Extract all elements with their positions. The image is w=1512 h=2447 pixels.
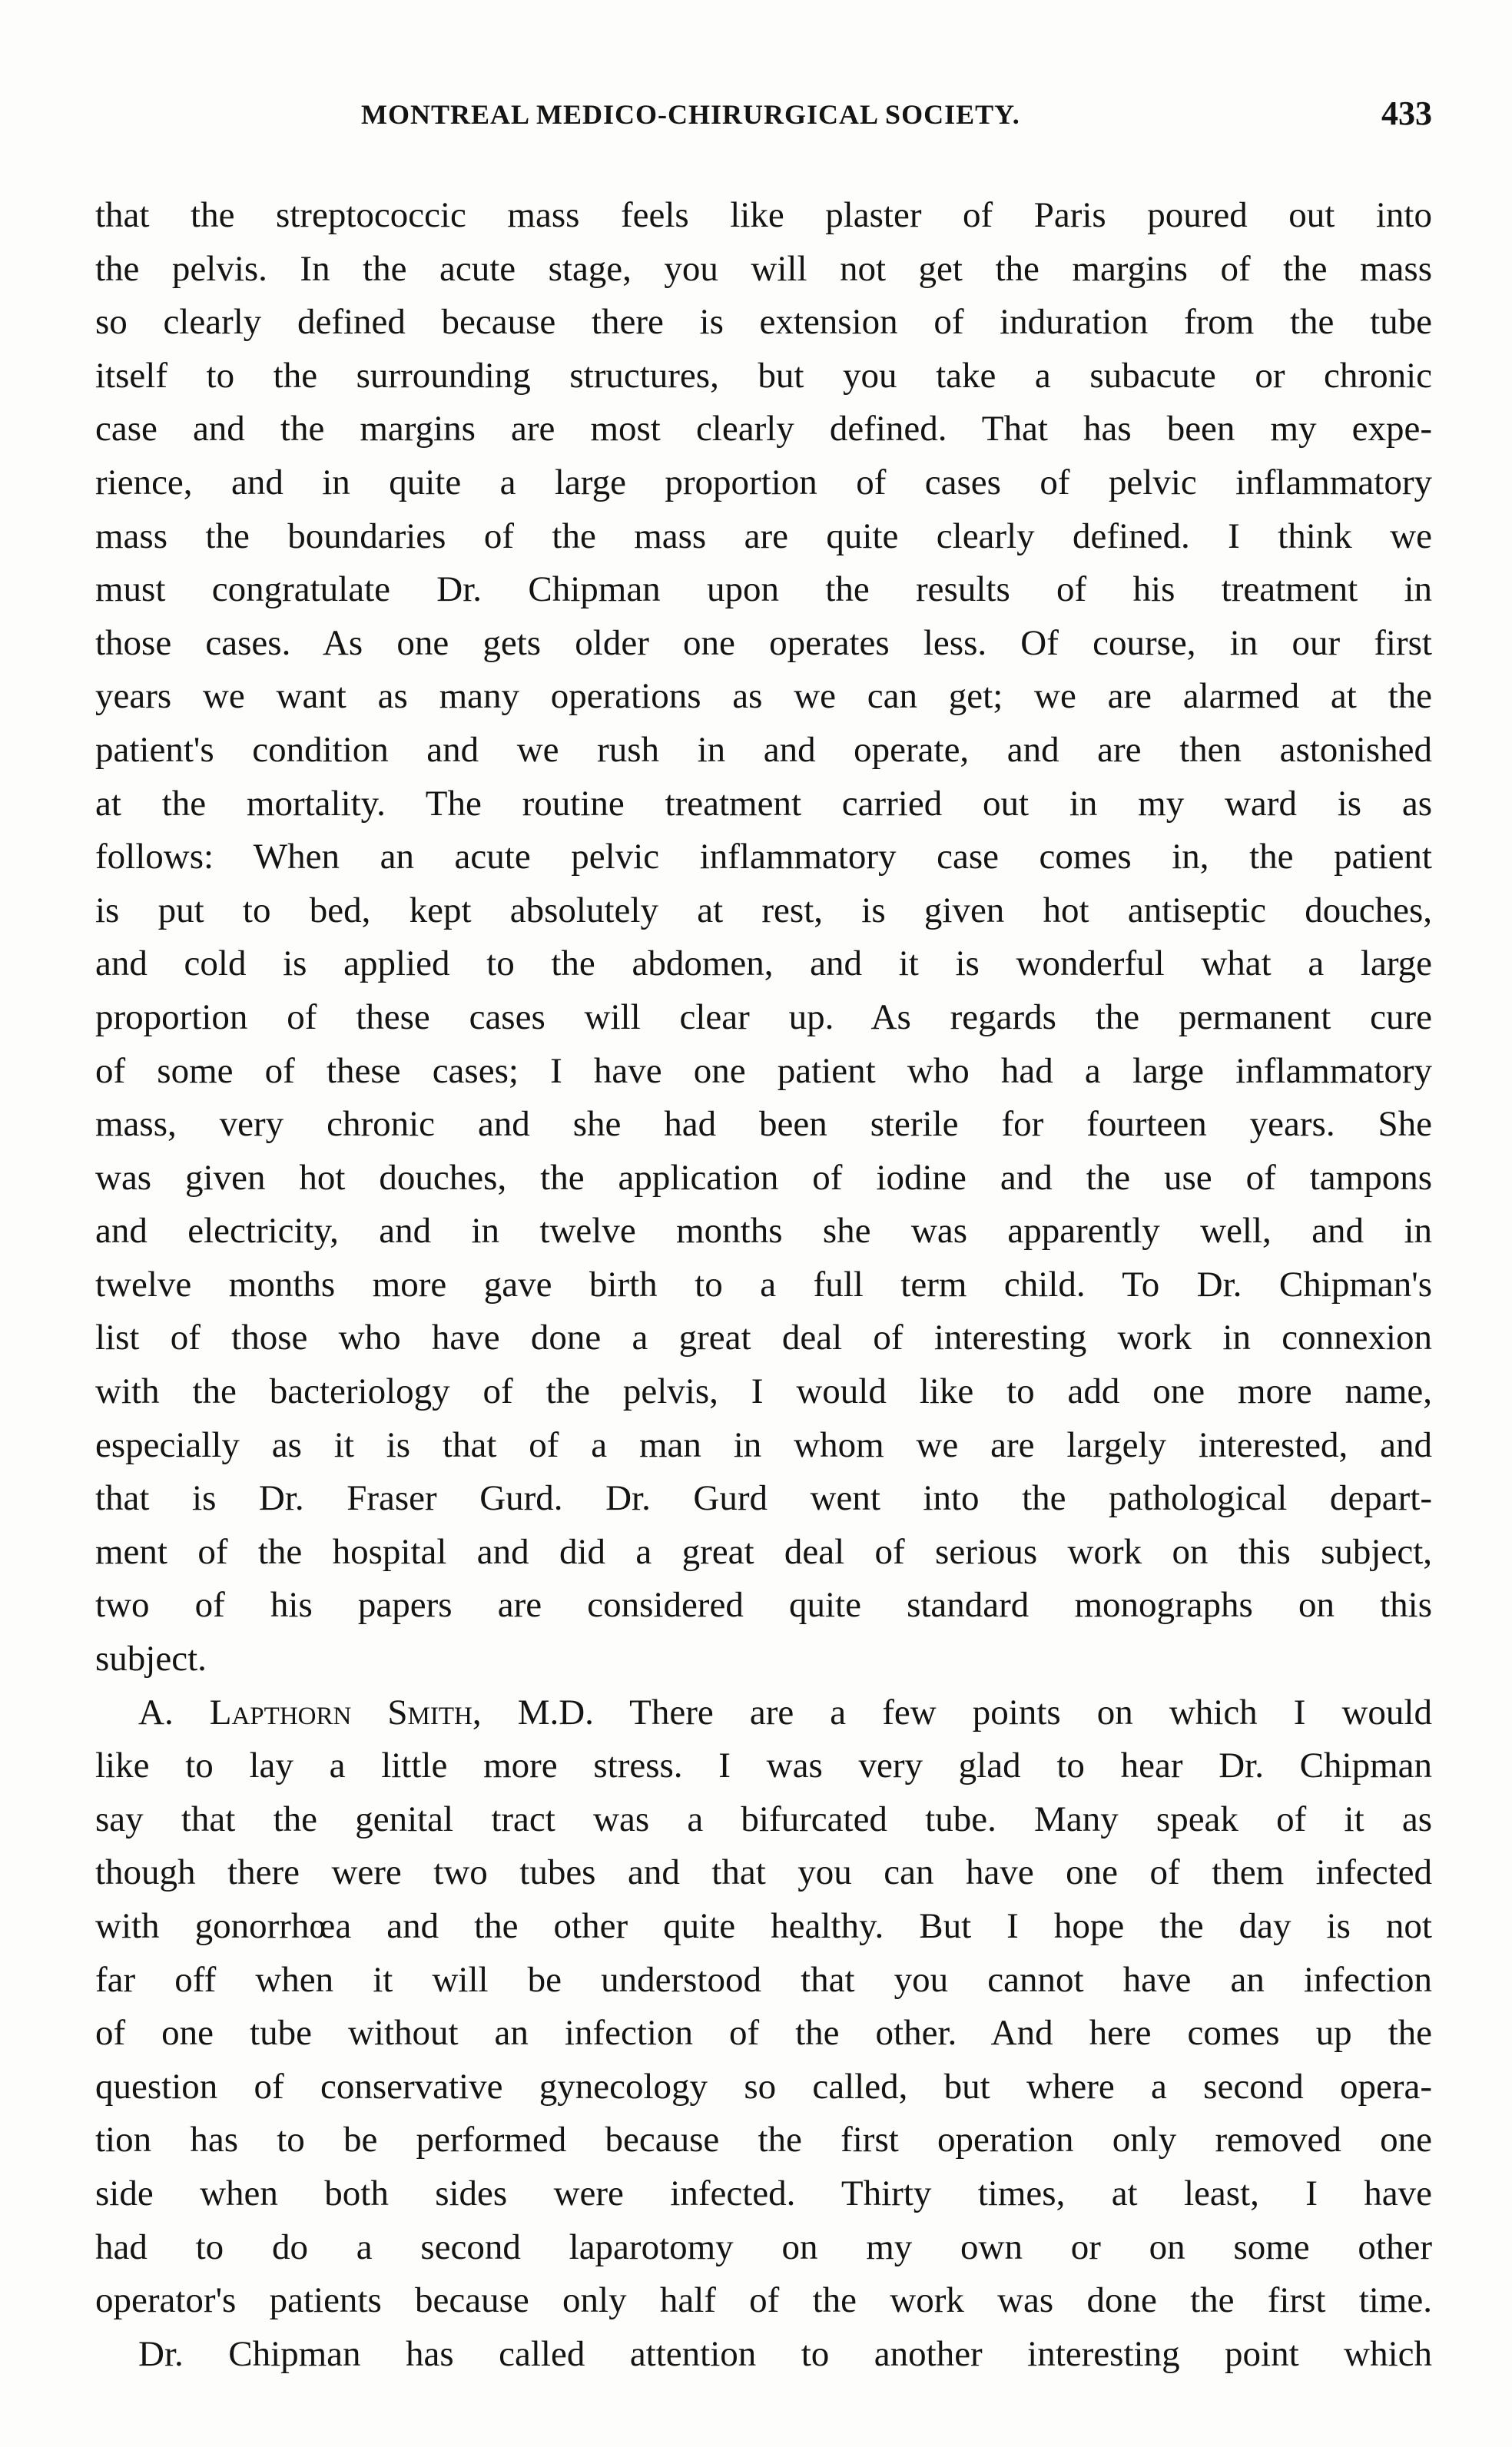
text-line: Dr. Chipman has called attention to another interesting point which [138, 2333, 1432, 2374]
text-line: had to do a second laparotomy on my own or on some other [95, 2227, 1432, 2267]
text-line: so clearly defined because there is extension of induration from the tube [95, 302, 1432, 343]
text-line: of some of these cases; I have one patient who had a large inflammatory [95, 1050, 1432, 1091]
text-line: those cases. As one gets older one operates less. Of course, in our first [95, 622, 1432, 663]
text-line: and electricity, and in twelve months she was apparently well, and in [95, 1211, 1432, 1252]
text-line: was given hot douches, the application of iodine and the use of tampons [95, 1157, 1432, 1198]
text-line: ment of the hospital and did a great deal of serious work on this subject, [95, 1531, 1432, 1572]
text-line: question of conservative gynecology so called, but where a second opera- [95, 2066, 1432, 2107]
text-line: that is Dr. Fraser Gurd. Dr. Gurd went into the pathological depart- [95, 1478, 1432, 1519]
text-line: two of his papers are considered quite standard monographs on this [95, 1585, 1432, 1626]
text-line: proportion of these cases will clear up. As regards the permanent cure [95, 996, 1432, 1037]
text-line: far off when it will be understood that you cannot have an infection [95, 1959, 1432, 2000]
text-line: mass, very chronic and she had been sterile for fourteen years. She [95, 1104, 1432, 1145]
text-line: case and the margins are most clearly defined. That has been my expe- [95, 409, 1432, 449]
text-line: though there were two tubes and that you can have one of them infected [95, 1852, 1432, 1893]
text-line: that the streptococcic mass feels like plaster of Paris poured out into [95, 195, 1432, 235]
text-line: especially as it is that of a man in whom we are largely interested, and [95, 1424, 1432, 1465]
text-line: itself to the surrounding structures, but you take a subacute or chronic [95, 355, 1432, 396]
text-line: follows: When an acute pelvic inflammatory case comes in, the patient [95, 837, 1432, 877]
text-line: at the mortality. The routine treatment carried out in my ward is as [95, 783, 1432, 824]
text-line: of one tube without an infection of the other. And here comes up the [95, 2013, 1432, 2054]
text-line: patient's condition and we rush in and operate, and are then astonished [95, 729, 1432, 770]
speaker-paragraph-first-line [95, 1686, 1432, 1740]
text-line: years we want as many operations as we can get; we are alarmed at the [95, 676, 1432, 717]
text-line: mass the boundaries of the mass are quite clearly defined. I think we [95, 516, 1432, 556]
text-line: and cold is applied to the abdomen, and it is wonderful what a large [95, 943, 1432, 984]
text-line: list of those who have done a great deal of interesting work in connexion [95, 1318, 1432, 1358]
text-line: is put to bed, kept absolutely at rest, is given hot antiseptic douches, [95, 890, 1432, 930]
speaker-line-text: There are a few points on which I would [629, 1692, 1432, 1732]
text-line: tion has to be performed because the first operation only removed one [95, 2120, 1432, 2160]
text-line: the pelvis. In the acute stage, you will not get the margins of the mass [95, 248, 1432, 289]
running-head [95, 94, 1432, 144]
text-line: with gonorrhœa and the other quite healthy. But I hope the day is not [95, 1906, 1432, 1946]
text-line: must congratulate Dr. Chipman upon the results of his treatment in [95, 569, 1432, 610]
running-title: MONTREAL MEDICO-CHIRURGICAL SOCIETY. [361, 99, 1020, 130]
text-line: subject. [95, 1639, 207, 1679]
text-line: side when both sides were infected. Thirty times, at least, I have [95, 2173, 1432, 2213]
page-number: 433 [1381, 94, 1432, 132]
text-line: rience, and in quite a large proportion of cases of pelvic inflammatory [95, 462, 1432, 502]
text-line: say that the genital tract was a bifurcated tube. Many speak of it as [95, 1799, 1432, 1839]
text-line: operator's patients because only half of the work was done the first time. [95, 2280, 1432, 2321]
text-line: like to lay a little more stress. I was very glad to hear Dr. Chipman [95, 1746, 1432, 1786]
text-line: with the bacteriology of the pelvis, I would like to add one more name, [95, 1371, 1432, 1412]
body-text [95, 189, 1432, 2381]
text-line: twelve months more gave birth to a full term child. To Dr. Chipman's [95, 1264, 1432, 1305]
speaker-name: A. Lapthorn Smith, M.D. [138, 1692, 594, 1732]
